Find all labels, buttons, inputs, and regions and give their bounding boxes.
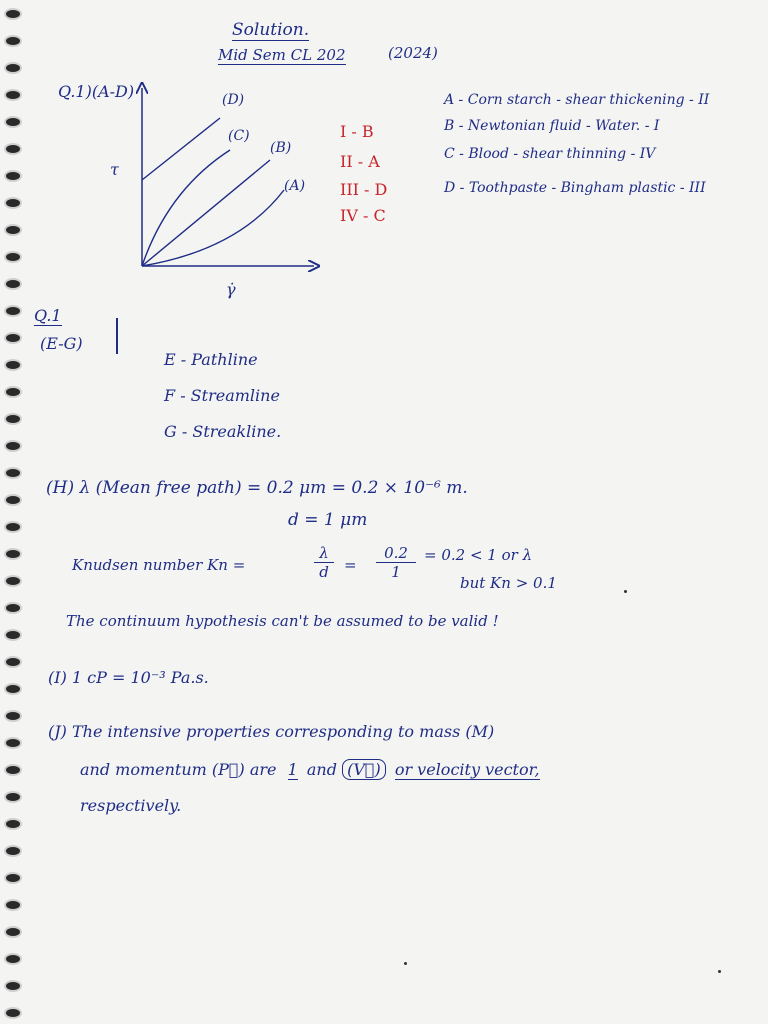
binding-hole [6,64,20,72]
binding-hole [6,766,20,774]
match-4: IV - C [340,206,386,225]
binding-hole [6,496,20,504]
definition-a: A - Corn starch - shear thickening - II [444,92,710,108]
question-h-line2: d = 1 μm [288,510,368,530]
answer-velocity: (V⃗) [342,759,386,780]
binding-hole [6,928,20,936]
binding-hole [6,1009,20,1017]
page-subtitle: Mid Sem CL 202 [218,46,346,64]
fraction-lambda-den: d [319,563,329,581]
binding-hole [6,577,20,585]
question-j-line2 [80,760,540,779]
knudsen-condition: but Kn > 0.1 [460,574,557,592]
binding-hole [6,712,20,720]
binding-hole [6,415,20,423]
curve-label-d: (D) [222,92,245,108]
binding-hole [6,145,20,153]
binding-hole [6,982,20,990]
binding-hole [6,658,20,666]
binding-hole [6,550,20,558]
curve-label-c: (C) [228,128,250,144]
binding-hole [6,955,20,963]
curve-label-a: (A) [284,178,306,194]
stray-mark [718,970,721,973]
question-label-ad: Q.1)(A-D) [58,82,135,101]
binding-hole [6,199,20,207]
question-label-eg-top: Q.1 [34,306,62,325]
binding-hole [6,280,20,288]
binding-hole [6,361,20,369]
answer-one: 1 [287,760,298,779]
binding-hole [6,253,20,261]
stray-mark [404,962,407,965]
binding-hole [6,469,20,477]
curve-a [142,190,284,266]
stray-mark [624,590,627,593]
item-g: G - Streakline. [164,422,282,441]
binding-hole [6,37,20,45]
item-f: F - Streamline [164,386,280,405]
binding-hole [6,10,20,18]
binding-hole [6,631,20,639]
match-3: III - D [340,180,388,199]
item-e: E - Pathline [164,350,258,369]
question-j-line3: respectively. [80,796,182,815]
binding-hole [6,91,20,99]
spiral-binding [0,0,34,1024]
question-j-velocity-vector: or velocity vector, [394,760,540,779]
binding-hole [6,793,20,801]
curve-c [142,150,230,266]
question-label-eg-bottom: (E-G) [40,334,83,353]
match-2: II - A [340,152,380,171]
question-i: (I) 1 cP = 10⁻³ Pa.s. [48,668,209,687]
binding-hole [6,901,20,909]
binding-hole [6,685,20,693]
axis-label-gamma-dot: γ̇ [226,280,236,299]
page-title: Solution. [232,20,310,40]
curve-b [142,160,270,266]
bracket-divider [116,318,118,354]
axis-label-tau: τ [110,160,119,179]
question-j-line1: (J) The intensive properties corresponding to mass (M) [48,722,495,741]
continuum-statement: The continuum hypothesis can't be assumed to be valid ! [66,612,499,630]
binding-hole [6,118,20,126]
binding-hole [6,334,20,342]
match-1: I - B [340,122,374,141]
question-j-and: and [306,760,337,779]
definition-c: C - Blood - shear thinning - IV [444,146,656,162]
binding-hole [6,388,20,396]
fraction-values-den: 1 [391,563,401,581]
binding-hole [6,442,20,450]
binding-hole [6,523,20,531]
binding-hole [6,307,20,315]
binding-hole [6,604,20,612]
exam-year: (2024) [388,44,438,62]
knudsen-suffix: = 0.2 < 1 or λ [424,546,533,564]
curve-label-b: (B) [270,140,292,156]
binding-hole [6,172,20,180]
binding-hole [6,226,20,234]
question-j-momentum-text: and momentum (P⃗) are [80,760,277,779]
knudsen-prefix: Knudsen number Kn = [72,556,246,574]
definition-b: B - Newtonian fluid - Water. - I [444,118,660,134]
fraction-lambda-num: λ [314,544,334,563]
fraction-lambda-d [314,544,334,581]
fraction-values [376,544,416,581]
fraction-values-num: 0.2 [376,544,416,563]
definition-d: D - Toothpaste - Bingham plastic - III [444,180,706,196]
curve-d [142,118,220,180]
binding-hole [6,820,20,828]
question-h-line1: (H) λ (Mean free path) = 0.2 μm = 0.2 × 10⁻⁶ m. [46,478,468,498]
binding-hole [6,739,20,747]
binding-hole [6,847,20,855]
binding-hole [6,874,20,882]
equals-sign: = [344,556,357,574]
